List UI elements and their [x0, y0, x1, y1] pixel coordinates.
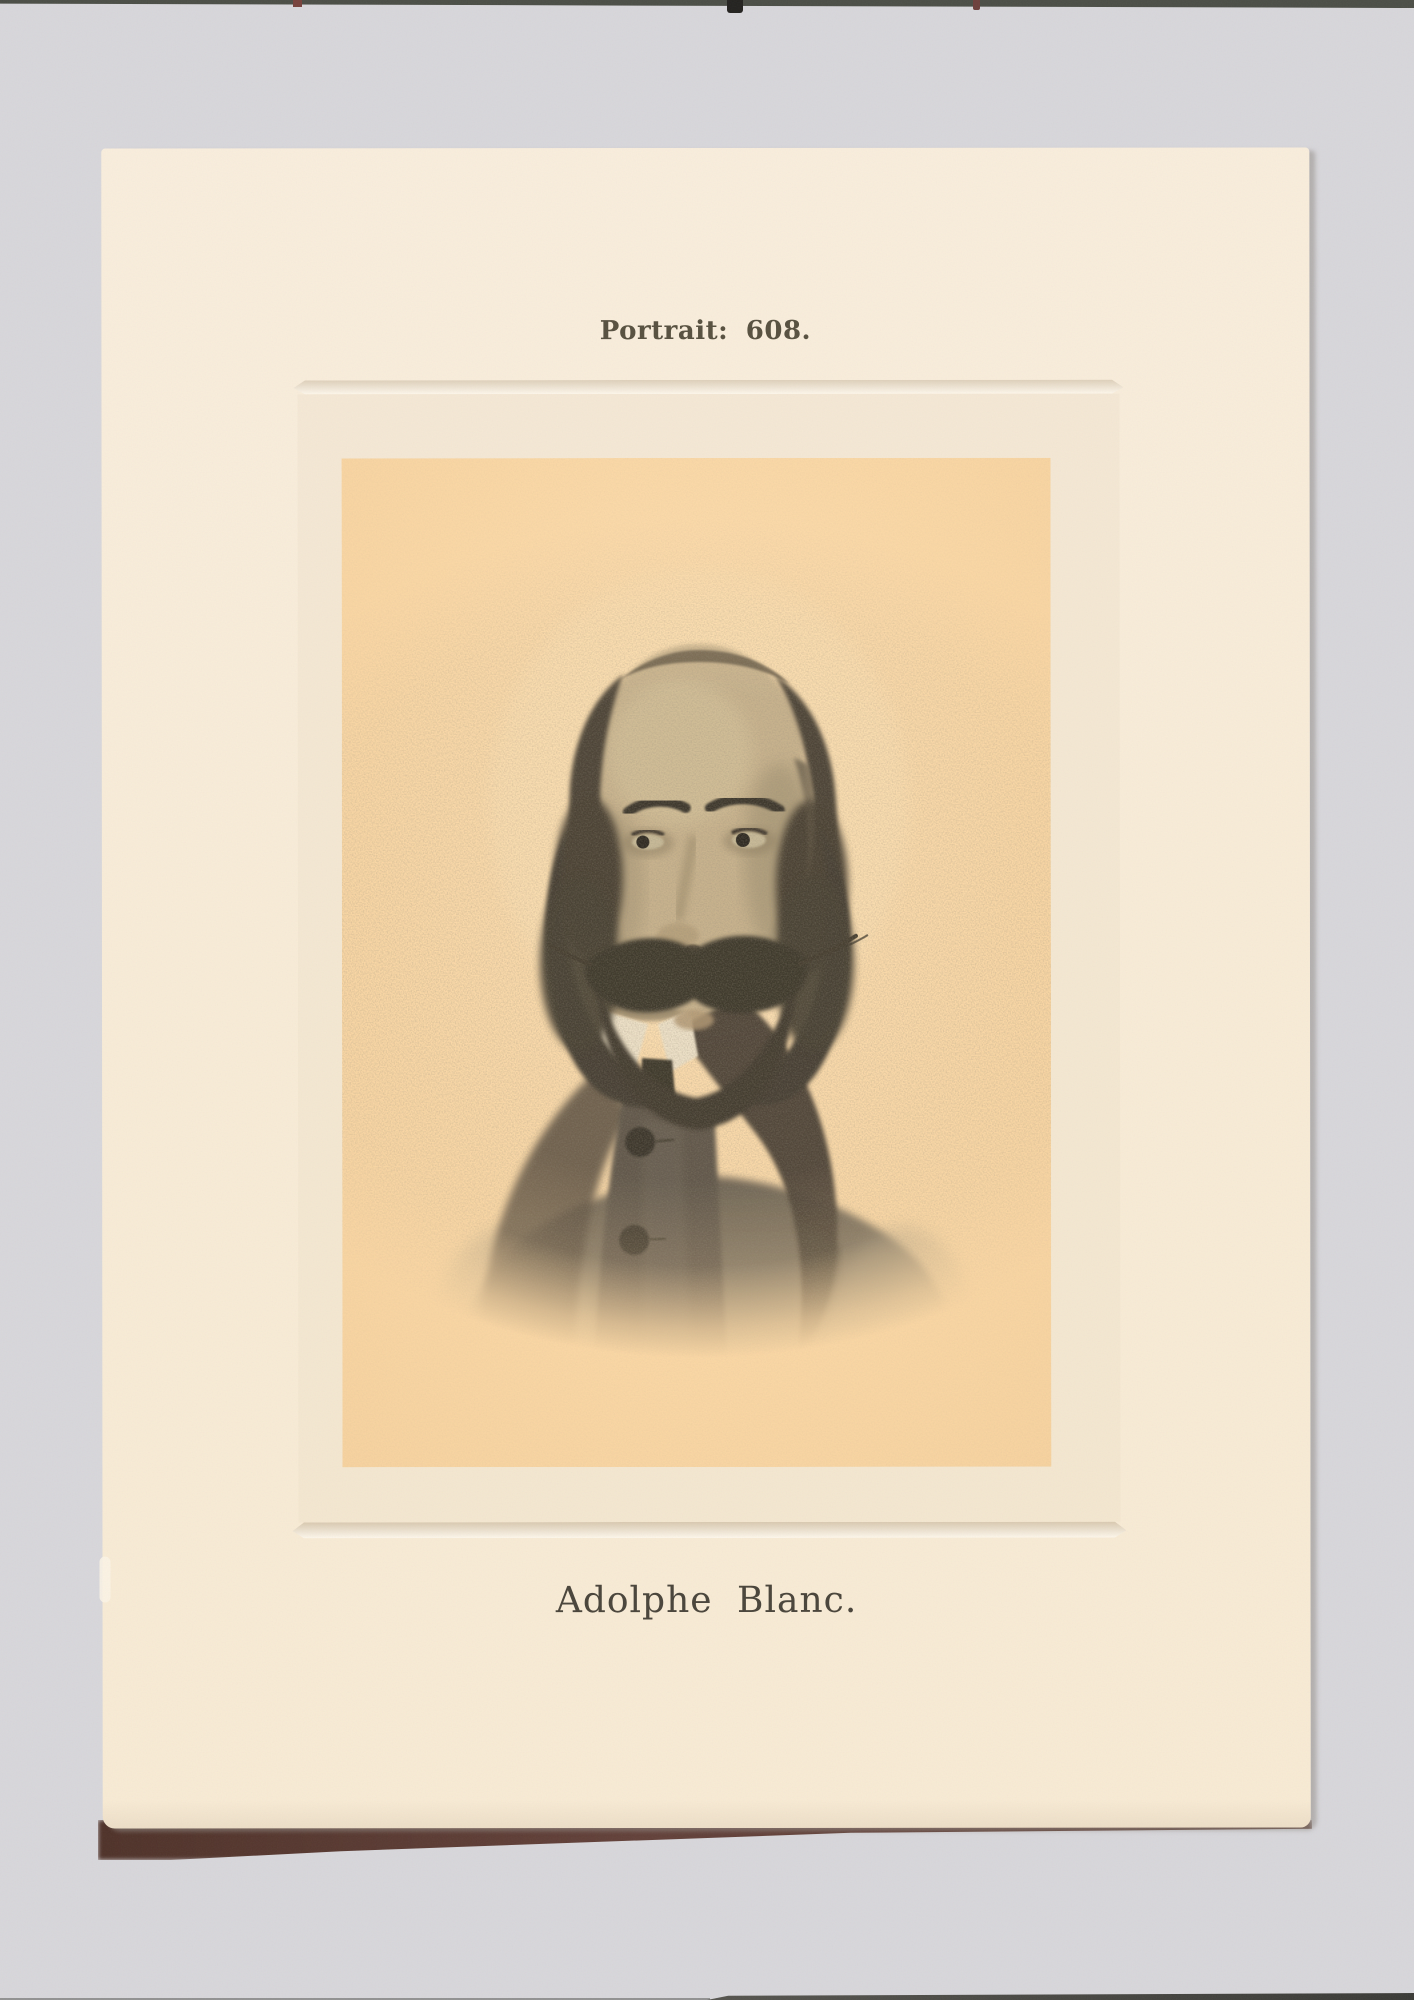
scan-edge-strip-top [0, 0, 1414, 8]
portrait-mount-card [101, 147, 1310, 1828]
scan-edge-strip-bottom-right [707, 1993, 1414, 2000]
scan-edge-mark [293, 0, 302, 7]
card-bottom-sheen [103, 1799, 1311, 1828]
plate-mark-emboss-top [293, 380, 1123, 395]
portrait-photo [342, 458, 1052, 1468]
portrait-illustration [342, 458, 1052, 1468]
card-edge-wear [99, 1557, 110, 1603]
scan-edge-mark [727, 0, 743, 13]
scan-edge-mark [973, 0, 980, 10]
plate-number-label: Portrait: 608. [599, 315, 812, 347]
photo-grain [342, 458, 1052, 1468]
plate-mark-emboss-bottom [292, 1522, 1126, 1539]
caption-name: Adolphe Blanc. [555, 1579, 858, 1622]
